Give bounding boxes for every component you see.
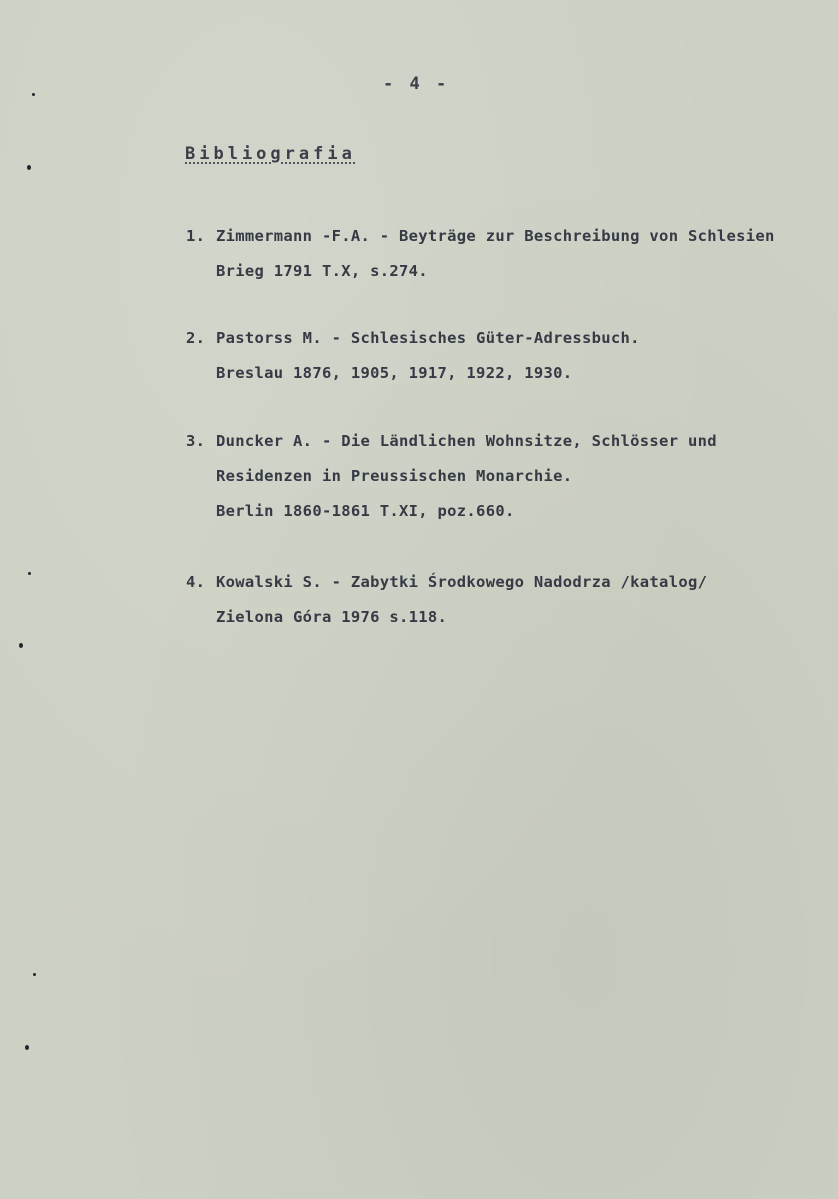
bibliography-entry-2 (186, 321, 640, 391)
bibliography-entry-4 (186, 565, 707, 635)
entry-line: Duncker A. - Die Ländlichen Wohnsitze, Schlösser und (216, 432, 717, 450)
entry-line: Zielona Góra 1976 s.118. (216, 608, 448, 626)
page-number: - 4 - (383, 74, 450, 94)
margin-mark (32, 93, 35, 96)
entry-number: 1. (186, 227, 206, 245)
margin-mark (28, 572, 31, 575)
entry-line: Kowalski S. - Zabytki Środkowego Nadodrza /katalog/ (216, 573, 708, 591)
margin-mark (19, 643, 23, 648)
bibliography-entry-3 (186, 424, 717, 529)
entry-line: Breslau 1876, 1905, 1917, 1922, 1930. (216, 364, 573, 382)
bibliography-heading: Bibliografia (185, 144, 356, 164)
margin-mark (25, 1045, 29, 1050)
entry-number: 4. (186, 573, 206, 591)
bibliography-entry-1 (186, 219, 775, 289)
entry-line: Brieg 1791 T.X, s.274. (216, 262, 428, 280)
entry-line: Residenzen in Preussischen Monarchie. (216, 467, 573, 485)
margin-mark (27, 165, 31, 170)
entry-number: 2. (186, 329, 206, 347)
entry-number: 3. (186, 432, 206, 450)
margin-mark (33, 973, 36, 976)
entry-line: Zimmermann -F.A. - Beyträge zur Beschreibung von Schlesien (216, 227, 775, 245)
entry-line: Berlin 1860-1861 T.XI, poz.660. (216, 502, 515, 520)
entry-line: Pastorss M. - Schlesisches Güter-Adressbuch. (216, 329, 640, 347)
